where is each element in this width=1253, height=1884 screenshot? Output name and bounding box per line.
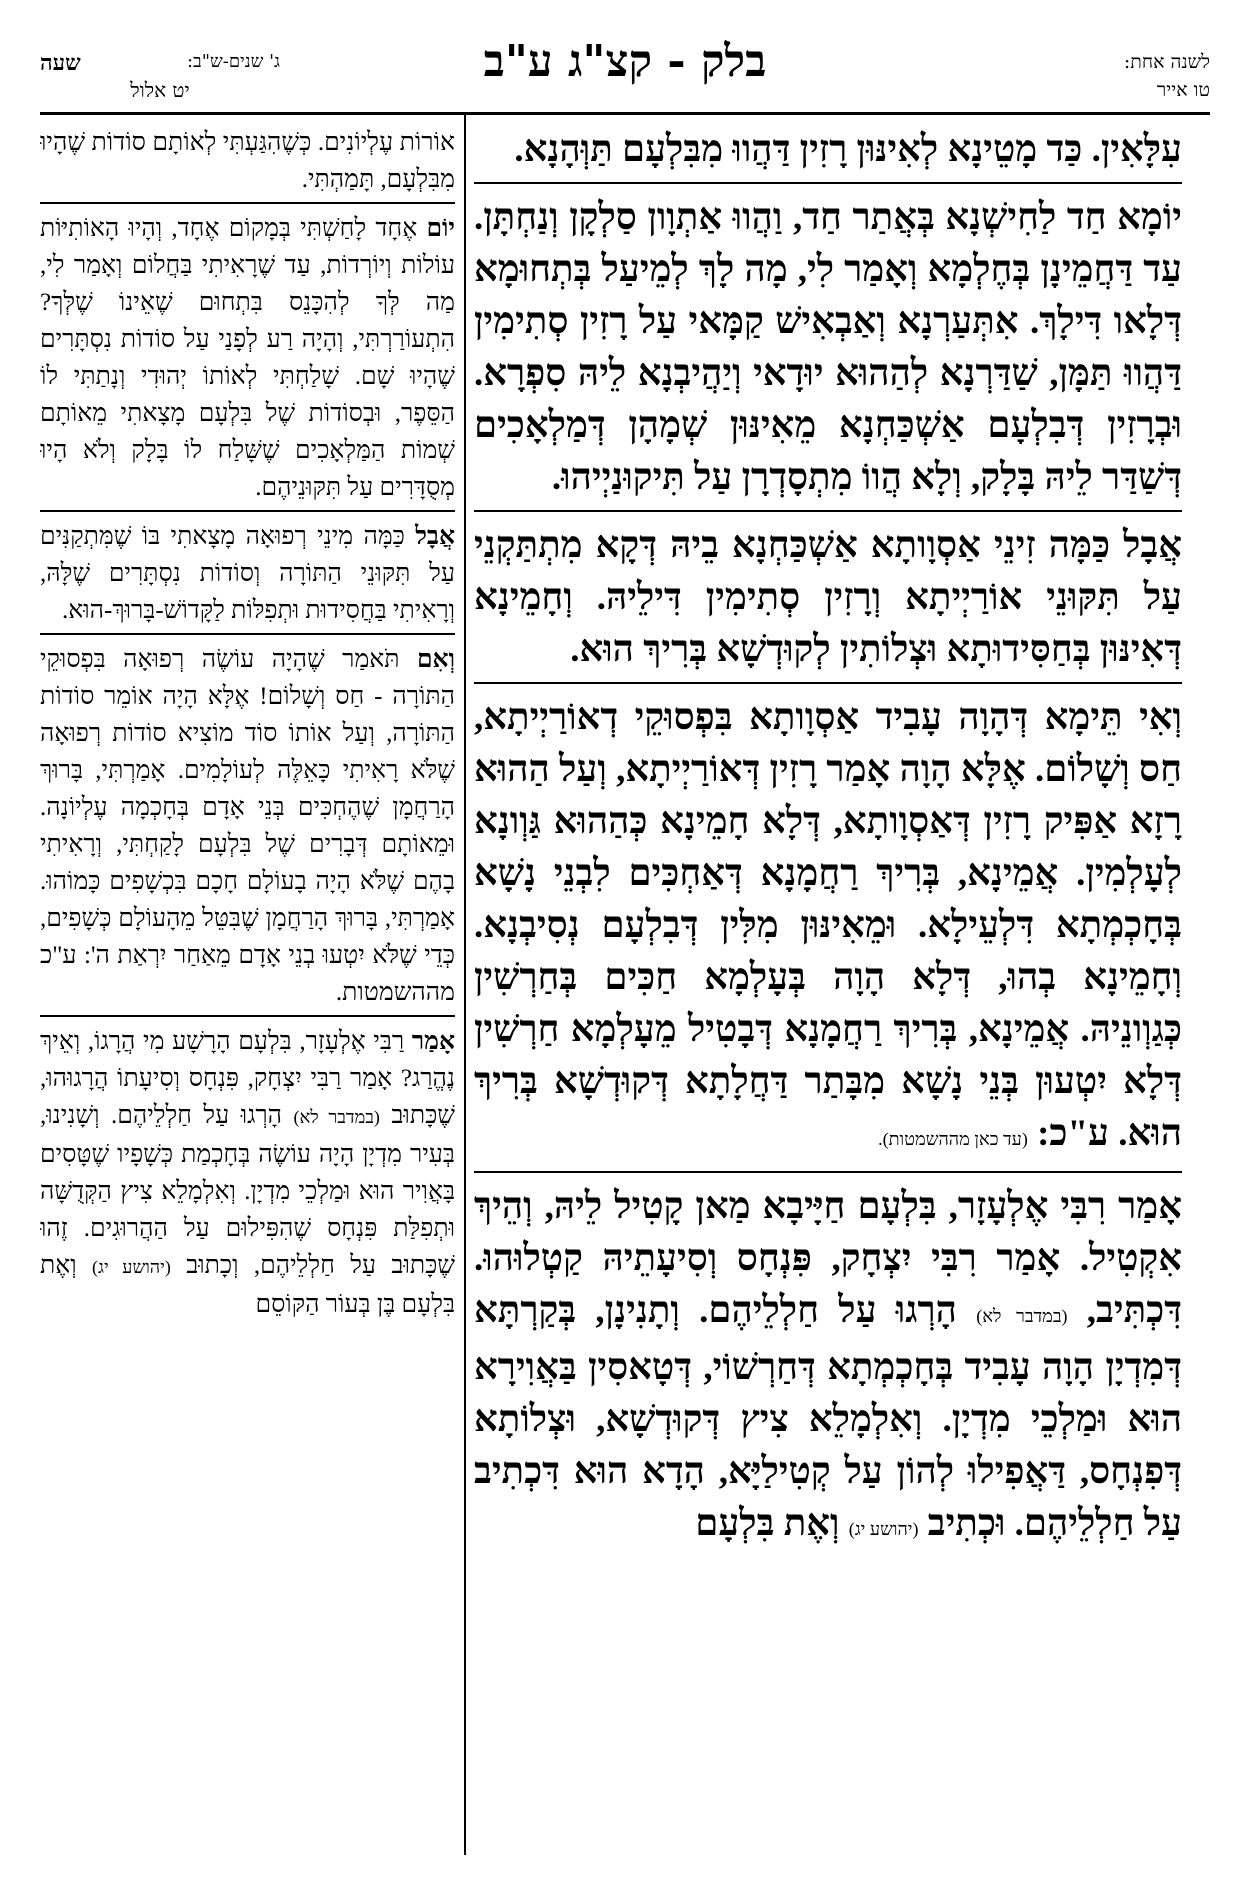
translation-paragraph-3 xyxy=(40,518,455,635)
translation-text: אֶחָד לָחַשְׁתִּי בְּמָקוֹם אֶחָד, וְהָיוּ הָאוֹתִיּוֹת עוֹלוֹת וְיוֹרְדוֹת, עַד שֶׁרָאִיתִי בַּחֲלוֹם וְאָמַר לִי, מַה לְּךָ לְהִכָּנֵס בִּתְחוּם שֶׁאֵינוֹ שֶׁלְּךָ? הִתְעוֹרַרְתִּי, וְהָיָה רַע לְפָנַי עַל סוֹדוֹת נִסְתָּרִים שֶׁהָיוּ שָׁם. שָׁלַחְתִּי לְאוֹתוֹ יְהוּדִי וְנָתַתִּי לוֹ הַסֵּפֶר, וּבְסוֹדוֹת שֶׁל בִּלְעָם מָצָאתִי מֵאוֹתָם שְׁמוֹת הַמַּלְאָכִים שֶׁשָּׁלַח לוֹ בָּלָק וְלֹא הָיוּ מְסֻדָּרִים עַל תִּקּוּנֵיהֶם. xyxy=(40,215,455,501)
paragraph-lead-word: וְאִם xyxy=(416,646,455,673)
translation-paragraph-4 xyxy=(40,641,455,1017)
main-paragraph-text: יוֹמָא חַד לַחִישְׁנָא בְּאֲתַר חַד, וַהֲווּ אַתְוָון סַלְקָן וְנַחְתָּן. עַד דַּחֲמֵינָן בְּחֶלְמָא וְאָמַר לִי, מָה לָךְ לְמֵיעַל בְּתְחוּמָא דְּלָאו דִּילָךְ. אִתְּעַרְנָא וְאַבְאִישׁ קַמָּאי עַל רָזִין סְתִימִין דַּהֲווּ תַּמָּן, שַׁדַּרְנָא לְהַהוּא יוּדָאי וְיַהֲיבְנָא לֵיהּ סִפְרָא. וּבְרָזִין דְּבִלְעָם אַשְׁכַּחְנָא מֵאִינּוּן שְׁמָהָן דְּמַלְאָכִים דְּשַׁדַּר לֵיהּ בָּלָק, וְלָא הֲווֹ מִתְסָדְרָן עַל תִּיקוּנַיְיהוּ. xyxy=(474,197,1182,498)
main-paragraph-3 xyxy=(474,520,1182,684)
translation-text: הָרְגוּ עַל חַלְלֵיהֶם. וְשָׁנִינוּ, בְּעִיר מִדְיָן הָיָה עוֹשֶׂה בְּחָכְמַת כְּשָׁפָיו שֶׁטָּסִים בָּאֲוִיר הוּא וּמַלְכֵי מִדְיָן. וְאִלְמָלֵא צִיץ הַקְּדֻשָּׁה וּתְפִלַּת פִּנְחָס שֶׁהִפִּילוּם עַל הַהֲרוּגִים. זֶהוּ שֶׁכָּתוּב עַל חַלְלֵיהֶם, וְכָתוּב xyxy=(40,1102,455,1279)
main-paragraph-5 xyxy=(474,1181,1182,1561)
page-title: בלק - קצ"ג ע"ב xyxy=(483,36,767,87)
header-right-block xyxy=(980,48,1210,104)
translation-text: רַבִּי אֶלְעָזָר, בִּלְעָם הָרָשָׁע מִי הֲרָגוֹ, וְאֵיךְ נֶהֱרַג? אָמַר רַבִּי יִצְחָק, פִּנְחָס וְסִיעָתוֹ הֲרָגוּהוּ, שֶׁכָּתוּב xyxy=(40,1028,455,1129)
paragraph-lead-word: אָמַר xyxy=(411,1028,455,1055)
verse-reference: (במדבר לא) xyxy=(976,1306,1068,1326)
translation-paragraph-1 xyxy=(40,124,455,204)
translation-paragraph-5 xyxy=(40,1023,455,1327)
main-paragraph-text: אֲבָל כַּמָּה זִינֵי אַסְוָותָא אַשְׁכַּחְנָא בֵיהּ דְּקָא מִתְתַּקְנֵי עַל תִּקּוּנֵי אוֹרַיְיתָא וְרָזִין סְתִימִין דִּילֵיהּ. וְחָמֵינָא דְּאִינּוּן בְּחַסִּידוּתָא וּצְלוֹתִין לְקוּדְשָׁא בְּרִיךְ הוּא. xyxy=(474,525,1182,670)
main-paragraph-4 xyxy=(474,692,1182,1173)
header-one-year-date: טו אייר xyxy=(1156,79,1210,101)
paragraph-lead-word: אֲבָל xyxy=(415,523,455,550)
verse-reference: (יהושע יג) xyxy=(92,1257,171,1277)
main-paragraph-text: וְאִי תֵּימָא דְּהָוָה עָבִיד אַסְוָותָא בִּפְסוּקֵי דְאוֹרַיְיתָא, חַס וְשָׁלוֹם. אֶלָּא הָוָה אָמַר רָזִין דְּאוֹרַיְיתָא, וְעַל הַהוּא רָזָא אַפִּיק רָזִין דְּאַסְוָותָא, דְּלָא חָמֵינָא כְּהַהוּא גַּוְונָא לְעָלְמִין. אֲמֵינָא, בְּרִיךְ רַחֲמָנָא דְּאַחְכִּים לִבְנֵי נָשָׁא בְּחָכְמְתָא דִּלְעֵילָא. וּמֵאִינּוּן מִלִּין דְּבִלְעָם נְסִיבְנָא. וְחָמֵינָא בְהוּ, דְּלָא הָוָה בְּעָלְמָא חַכִּים בְּחַרְשִׁין כְּגַוְונֵיהּ. אֲמֵינָא, בְּרִיךְ רַחֲמָנָא דְּבָטִיל מֵעָלְמָא חַרְשִׁין דְּלָא יִטְעוּן בְּנֵי נָשָׁא מִבָּתַר דַּחֲלָתָא דְּקוּדְשָׁא בְּרִיךְ הוּא. ע"כ: xyxy=(474,697,1182,1154)
header-hour-label: שעה xyxy=(40,50,81,76)
main-paragraph-2 xyxy=(474,192,1182,512)
header-rule xyxy=(40,112,1210,115)
translation-text: וְאֶת בִּלְעָם בֶּן בְּעוֹר הַקּוֹסֵם xyxy=(40,1252,455,1318)
translation-text: כַּמָּה מִינֵי רְפוּאָה מָצָאתִי בּוֹ שֶׁמִּתְקַנִּים עַל תִּקּוּנֵי הַתּוֹרָה וְסוֹדוֹת נִסְתָּרִים שֶׁלָּהּ, וְרָאִיתִי בַּחֲסִידוּת וּתְפִלּוֹת לַקָּדוֹשׁ-בָּרוּךְ-הוּא. xyxy=(40,523,455,624)
header-three-years-date: יט אלול xyxy=(130,78,190,102)
main-paragraph-text: הָרְגוּ עַל חַלְלֵיהֶם. וְתָנִינָן, בְּקַרְתָּא דְּמִדְיָן הָוָה עָבִיד בְּחָכְמְתָא דְּחַרְשׁוֹי, דְּטָאסִין בַּאֲוִירָא הוּא וּמַלְכֵי מִדְיָן. וְאִלְמָלֵא צִיץ דְּקוּדְשָׁא, וּצְלוֹתָא דְּפִנְחָס, דַּאֲפִילוּ לְהוֹן עַל קְטִילַיָּא, הָדָא הוּא דִּכְתִיב עַל חַלְלֵיהֶם. וּכְתִיב xyxy=(474,1290,1182,1544)
header-one-year-label: לשנה אחת: xyxy=(1123,51,1210,73)
main-paragraph-text: וְאֶת בִּלְעָם xyxy=(695,1503,840,1544)
main-paragraph-text: עִלָּאִין. כַּד מָטֵינָא לְאִינּוּן רָזִין דַּהֲווּ מִבִּלְעָם תַּוְּהָנָא. xyxy=(514,129,1182,170)
omission-end-note: (עד כאן מההשמטות). xyxy=(878,1129,1028,1149)
translation-text: אוֹרוֹת עֶלְיוֹנִים. כְּשֶׁהִגַּעְתִּי לְאוֹתָם סוֹדוֹת שֶׁהָיוּ מִבִּלְעָם, תָּמַהְתִּי. xyxy=(40,129,455,193)
page-header xyxy=(40,26,1210,112)
header-three-years-label: ג' שנים-ש"ב: xyxy=(186,51,280,72)
main-paragraph-1 xyxy=(474,124,1182,184)
verse-reference: (יהושע יג) xyxy=(848,1519,919,1539)
translation-column xyxy=(40,124,455,1864)
verse-reference: (במדבר לא) xyxy=(293,1107,380,1127)
paragraph-lead-word: יוֹם xyxy=(426,215,455,242)
main-paragraph-text: אָמַר רִבִּי אֶלְעָזָר, בִּלְעָם חַיָּיבָא מַאן קָטִיל לֵיהּ, וְהֵיךְ אִקְטִיל. אָמַר רִבִּי יִצְחָק, פִּנְחָס וְסִיעָתֵיהּ קַטְלוּהוּ. דִּכְתִּיב, xyxy=(474,1186,1182,1331)
header-left-block xyxy=(40,48,280,106)
column-divider xyxy=(464,115,466,1855)
main-text-column xyxy=(474,124,1182,1864)
translation-text: תֹּאמַר שֶׁהָיָה עוֹשֶׂה רְפוּאָה בִּפְסוּקֵי הַתּוֹרָה - חַס וְשָׁלוֹם! אֶלָּא הָיָה אוֹמֵר סוֹדוֹת הַתּוֹרָה, וְעַל אוֹתוֹ סוֹד מוֹצִיא סוֹדוֹת רְפוּאָה שֶׁלֹּא רָאִיתִי כָּאֵלֶּה לְעוֹלָמִים. אָמַרְתִּי, בָּרוּךְ הָרַחֲמָן שֶׁהֶחְכִּים בְּנֵי אָדָם בְּחָכְמָה עֶלְיוֹנָה. וּמֵאוֹתָם דְּבָרִים שֶׁל בִּלְעָם לָקַחְתִּי, וְרָאִיתִי בָהֶם שֶׁלֹּא הָיָה בָעוֹלָם חָכָם בִּכְשָׁפִים כָּמוֹהוּ. אָמַרְתִּי, בָּרוּךְ הָרַחֲמָן שֶׁבִּטֵּל מֵהָעוֹלָם כְּשָׁפִים, כְּדֵי שֶׁלֹּא יִטְעוּ בְנֵי אָדָם מֵאַחַר יִרְאַת ה': ע"כ מההשמטות. xyxy=(40,646,455,1006)
translation-paragraph-2 xyxy=(40,210,455,512)
